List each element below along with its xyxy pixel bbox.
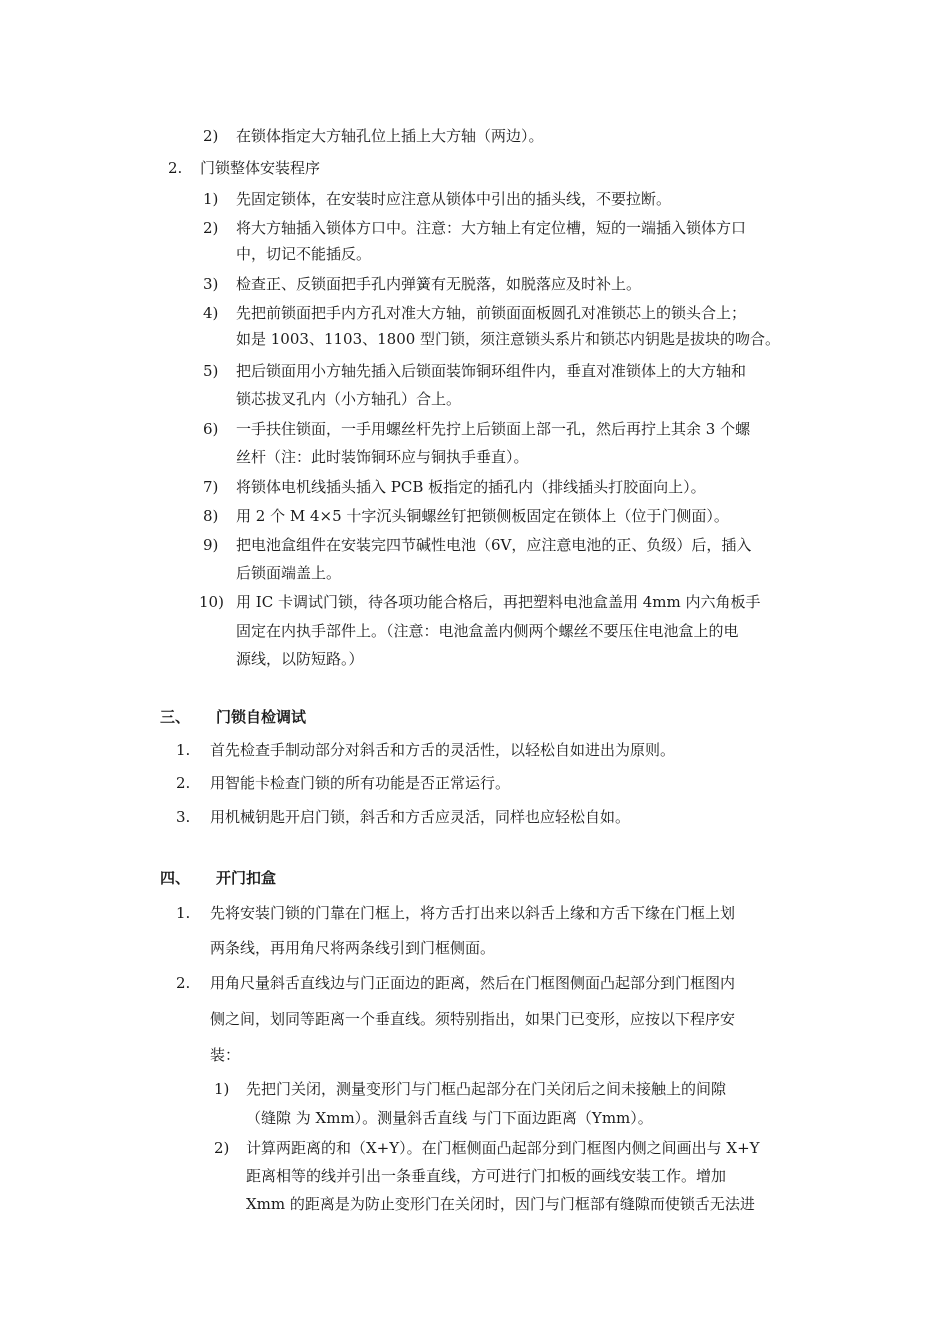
- item-text: 把电池盒组件在安装完四节碱性电池（6V，应注意电池的正、负级）后，插入: [236, 536, 752, 554]
- item-number: 6): [203, 420, 219, 438]
- item-number: 4): [203, 304, 219, 322]
- section-number: 三、: [160, 708, 191, 726]
- item-number: 2): [214, 1139, 230, 1157]
- list-item-text: 用智能卡检查门锁的所有功能是否正常运行。: [210, 774, 511, 792]
- item-number: 5): [203, 362, 219, 380]
- list-item-text: 用角尺量斜舌直线边与门正面边的距离，然后在门框图侧面凸起部分到门框图内: [210, 974, 736, 992]
- item-number: 1): [214, 1080, 230, 1098]
- item-number: 8): [203, 507, 219, 525]
- item-text: 将大方轴插入锁体方口中。注意：大方轴上有定位槽，短的一端插入锁体方口: [236, 219, 747, 237]
- list-item-text: 装：: [210, 1046, 241, 1064]
- section-number: 四、: [160, 869, 191, 887]
- item-text: 固定在内执手部件上。（注意：电池盒盖内侧两个螺丝不要压住电池盒上的电: [236, 622, 739, 640]
- item-text: 先固定锁体，在安装时应注意从锁体中引出的插头线，不要拉断。: [236, 190, 672, 208]
- item-text: 中，切记不能插反。: [236, 245, 372, 263]
- item-number: 2): [203, 219, 219, 237]
- item-number: 1): [203, 190, 219, 208]
- list-number: 1.: [176, 741, 191, 759]
- item-text: 距离相等的线并引出一条垂直线，方可进行门扣板的画线安装工作。增加: [246, 1167, 727, 1185]
- item-text: 后锁面端盖上。: [236, 564, 342, 582]
- section-title: 开门扣盒: [216, 869, 277, 887]
- list-item-text: 先将安装门锁的门靠在门框上，将方舌打出来以斜舌上缘和方舌下缘在门框上划: [210, 904, 736, 922]
- item-text: 一手扶住锁面，一手用螺丝杆先拧上后锁面上部一孔，然后再拧上其余 3 个螺: [236, 420, 751, 438]
- item-text: 把后锁面用小方轴先插入后锁面装饰铜环组件内，垂直对准锁体上的大方轴和: [236, 362, 747, 380]
- item-text: 用 IC 卡调试门锁，待各项功能合格后，再把塑料电池盒盖用 4mm 内六角板手: [236, 593, 761, 611]
- item-text: 如是 1003、1103、1800 型门锁，须注意锁头系片和锁芯内钥匙是拔块的吻合。: [236, 330, 781, 348]
- list-item-text: 两条线，再用角尺将两条线引到门框侧面。: [210, 939, 496, 957]
- step-number: 2.: [168, 159, 183, 177]
- item-number: 10): [199, 593, 224, 611]
- list-number: 3.: [176, 808, 191, 826]
- list-item-text: 首先检查手制动部分对斜舌和方舌的灵活性，以轻松自如进出为原则。: [210, 741, 676, 759]
- item-number: 9): [203, 536, 219, 554]
- item-text: 先把前锁面把手内方孔对准大方轴，前锁面面板圆孔对准锁芯上的锁头合上；: [236, 304, 747, 322]
- item-text: 在锁体指定大方轴孔位上插上大方轴（两边）。: [236, 127, 544, 145]
- list-number: 1.: [176, 904, 191, 922]
- list-number: 2.: [176, 974, 191, 992]
- item-text: （缝隙 为 Xmm）。测量斜舌直线 与门下面边距离（Ymm）。: [246, 1109, 653, 1127]
- section-title: 门锁自检调试: [216, 708, 307, 726]
- item-number: 3): [203, 275, 219, 293]
- item-number: 2): [203, 127, 219, 145]
- item-text: 计算两距离的和（X+Y）。在门框侧面凸起部分到门框图内侧之间画出与 X+Y: [246, 1139, 760, 1157]
- item-text: 锁芯拔叉孔内（小方轴孔）合上。: [236, 390, 462, 408]
- list-item-text: 用机械钥匙开启门锁，斜舌和方舌应灵活，同样也应轻松自如。: [210, 808, 631, 826]
- step-title: 门锁整体安装程序: [200, 159, 321, 177]
- item-text: Xmm 的距离是为防止变形门在关闭时，因门与门框部有缝隙而使锁舌无法进: [246, 1195, 755, 1213]
- item-text: 将锁体电机线插头插入 PCB 板指定的插孔内（排线插头打胶面向上）。: [236, 478, 706, 496]
- item-text: 检查正、反锁面把手孔内弹簧有无脱落，如脱落应及时补上。: [236, 275, 642, 293]
- item-text: 丝杆（注：此时装饰铜环应与铜执手垂直）。: [236, 448, 529, 466]
- item-number: 7): [203, 478, 219, 496]
- item-text: 源线，以防短路。）: [236, 650, 364, 668]
- list-number: 2.: [176, 774, 191, 792]
- list-item-text: 侧之间，划同等距离一个垂直线。须特别指出，如果门已变形，应按以下程序安: [210, 1010, 736, 1028]
- item-text: 先把门关闭，测量变形门与门框凸起部分在门关闭后之间未接触上的间隙: [246, 1080, 727, 1098]
- item-text: 用 2 个 M 4×5 十字沉头铜螺丝钉把锁侧板固定在锁体上（位于门侧面）。: [236, 507, 729, 525]
